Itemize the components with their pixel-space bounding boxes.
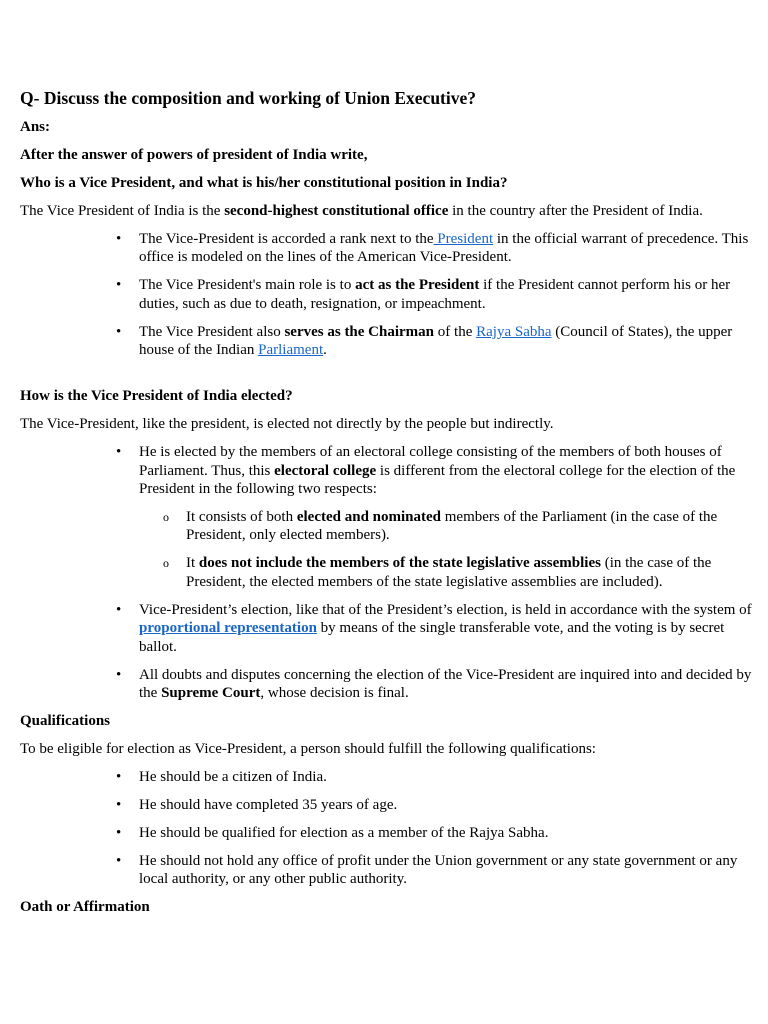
text-run: (Council of States), the upper house of the Indian xyxy=(139,323,733,359)
text-run: if the President cannot perform his or her duties, such as due to death, resignation, or impeachment. xyxy=(139,277,731,312)
text-run: The Vice-President is accorded a rank next to the xyxy=(139,231,434,247)
list-item xyxy=(139,443,752,591)
text-run: , whose decision is final. xyxy=(260,685,409,702)
sub-list-item xyxy=(186,508,752,545)
proportional-representation-link[interactable]: proportional representation xyxy=(139,620,317,637)
rajya-sabha-link[interactable]: Rajya Sabha xyxy=(476,323,552,340)
text-run: Vice-President’s election, like that of the President’s election, is held in accordance with the system of xyxy=(139,601,752,618)
document-page xyxy=(20,88,752,926)
qualifications-list xyxy=(20,768,752,889)
section-heading-oath: Oath or Affirmation xyxy=(20,899,150,916)
section-elected-paragraph: The Vice-President, like the president, is elected not directly by the people but indirectly. xyxy=(20,416,554,433)
bold-text: elected and nominated xyxy=(296,509,442,526)
list-item: • He should be qualified for election as a member of the Rajya Sabha. xyxy=(139,824,752,842)
bold-text: does not include the members of the state legislative assemblies xyxy=(198,555,601,572)
intro-instruction: After the answer of powers of president of India write, xyxy=(20,147,368,163)
list-item: • He should be a citizen of India. xyxy=(139,768,752,786)
elected-bullet-list xyxy=(20,443,752,702)
president-link[interactable]: President xyxy=(433,231,494,247)
bold-text: Supreme Court xyxy=(161,685,261,702)
text-run: The Vice President also xyxy=(139,323,285,340)
text-run: in the official warrant of precedence. This office is modeled on the lines of the American Vice-President. xyxy=(139,231,749,266)
section-who-paragraph xyxy=(20,202,752,220)
list-item: • He should not hold any office of profit under the Union government or any state government or any local authority, or any other public authority. xyxy=(139,852,752,889)
list-item xyxy=(139,276,752,313)
sub-bullet-list xyxy=(139,508,752,591)
bold-text: second-highest constitutional office xyxy=(224,203,449,219)
text-run: (in the case of the President, the elected members of the state legislative assemblies are included). xyxy=(186,555,712,590)
list-item xyxy=(139,666,752,703)
section-qualifications-paragraph: To be eligible for election as Vice-President, a person should fulfill the following qualifications: xyxy=(20,741,596,758)
text-run: It xyxy=(186,555,199,572)
text-run: members of the Parliament (in the case of the President, only elected members). xyxy=(186,509,718,544)
text-run: is different from the electoral college for the election of the President in the following two respects: xyxy=(139,462,736,498)
text-run: in the country after the President of India. xyxy=(448,203,703,219)
bold-text: electoral college xyxy=(274,462,377,479)
text-run: The Vice President of India is the xyxy=(20,203,225,219)
answer-label: Ans: xyxy=(20,119,51,135)
list-item: • He should have completed 35 years of age. xyxy=(139,796,752,814)
text-run: of the xyxy=(434,323,477,340)
text-run: . xyxy=(323,342,327,359)
section-heading-elected: How is the Vice President of India elected? xyxy=(20,388,293,405)
text-run: The Vice President's main role is to xyxy=(139,277,356,294)
spacer xyxy=(20,369,752,387)
who-bullet-list xyxy=(20,230,752,360)
list-item xyxy=(139,230,752,267)
section-heading-qualifications: Qualifications xyxy=(20,713,111,730)
section-heading-who: Who is a Vice President, and what is his/her constitutional position in India? xyxy=(20,175,508,191)
sub-list-item xyxy=(186,554,752,591)
list-item xyxy=(139,323,752,360)
text-run: by means of the single transferable vote, and the voting is by secret ballot. xyxy=(139,620,725,655)
text-run: All doubts and disputes concerning the election of the Vice-President are inquired into and decided by the xyxy=(139,666,752,702)
bold-text: act as the President xyxy=(355,277,480,294)
bold-text: serves as the Chairman xyxy=(284,323,435,340)
text-run: He is elected by the members of an electoral college consisting of the members of both houses of Parliament. Thus, this xyxy=(139,444,722,479)
list-item xyxy=(139,601,752,656)
text-run: It consists of both xyxy=(186,509,297,526)
page-title: Q- Discuss the composition and working of Union Executive? xyxy=(20,88,477,108)
parliament-link[interactable]: Parliament xyxy=(258,342,324,359)
